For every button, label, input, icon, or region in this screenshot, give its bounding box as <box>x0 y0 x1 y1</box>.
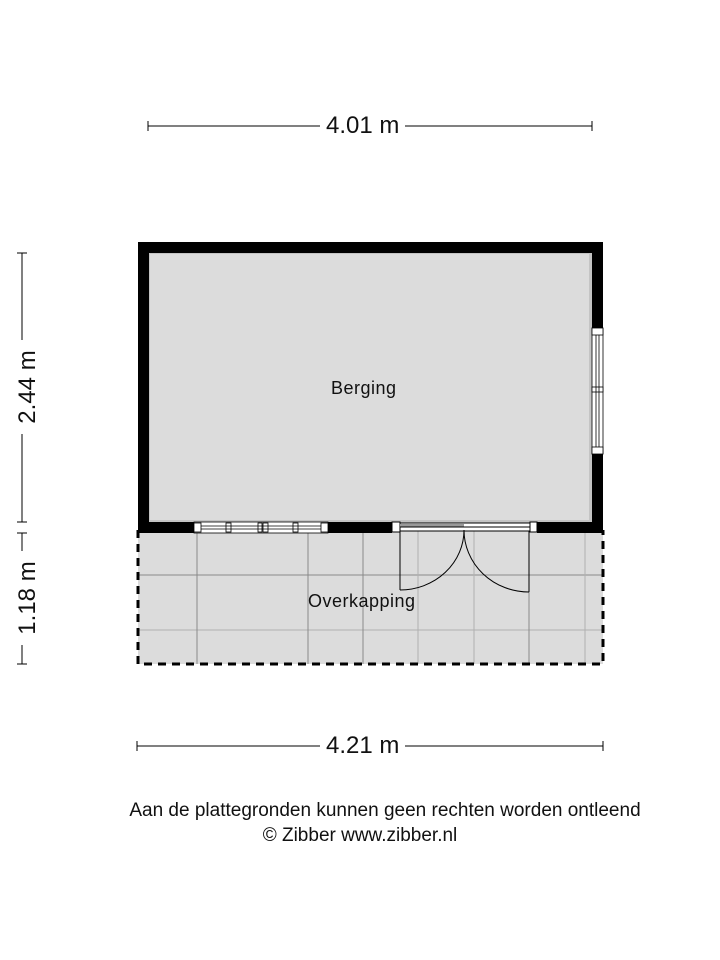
room-label-berging: Berging <box>331 378 397 398</box>
dimension-overkapping-height: 1.18 m <box>16 551 40 645</box>
window-right <box>592 328 603 454</box>
dimension-berging-height: 2.44 m <box>16 340 40 434</box>
dimension-bottom-width: 4.21 m <box>320 734 405 758</box>
dimension-top-width: 4.01 m <box>320 114 405 138</box>
copyright-text: © Zibber www.zibber.nl <box>262 825 458 846</box>
disclaimer-text: Aan de plattegronden kunnen geen rechten worden ontleend <box>129 800 641 821</box>
window-bottom <box>194 522 328 533</box>
room-label-overkapping: Overkapping <box>308 591 416 611</box>
